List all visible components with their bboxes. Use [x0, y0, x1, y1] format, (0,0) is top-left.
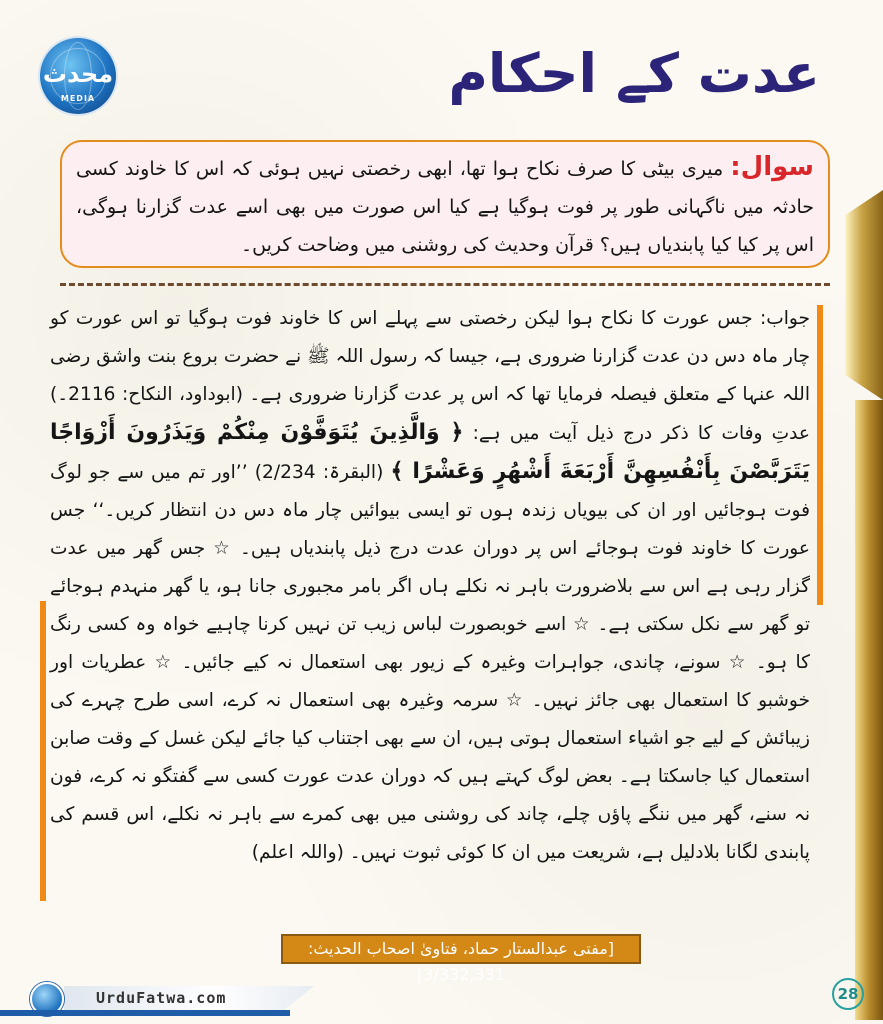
footer-stripe: [0, 1010, 290, 1016]
page-number: 28: [832, 978, 864, 1010]
logo-media-text: MEDIA: [60, 94, 96, 103]
question-text: میری بیٹی کا صرف نکاح ہوا تھا، ابھی رخصتی نہیں ہوئی کہ اس کا خاوند کسی حادثہ میں ناگہانی طور پر فوت ہوگیا ہے کیا اس صورت میں بھی اسے عدت گزارنا ہوگی، اس پر کیا کیا پابندیاں ہیں؟ قرآن وحدیث کی روشنی میں وضاحت کریں۔: [76, 158, 814, 256]
question-label: سوال:: [730, 152, 814, 182]
answer-paragraph: [50, 300, 810, 872]
muhaddis-media-logo: [40, 38, 116, 114]
question-box: [60, 140, 830, 268]
reference-box: [مفتی عبدالستار حماد، فتاویٰ اصحاب الحدیث: 3/332,331]: [281, 934, 641, 964]
answer-part-2: (البقرۃ: 2/234) ’’اور تم میں سے جو لوگ فوت ہوجائیں اور ان کی بیویاں زندہ ہوں تو ایسی بیوائیں چار ماہ دس دن انتظار کریں۔‘‘ جس عورت کا خاوند فوت ہوجائے اس پر دوران عدت درج ذیل پابندیاں ہیں۔ ☆ جس گھر میں عدت گزار رہی ہے اس سے بلاضرورت باہر نہ نکلے ہاں اگر بامر مجبوری جانا ہو، یا گھر منہدم ہوجائے تو گھر سے نکل سکتی ہے۔ ☆ اسے خوبصورت لباس زیب تن نہیں کرنا چاہیے خواہ وہ کسی رنگ کا ہو۔ ☆ سونے، چاندی، جواہرات وغیرہ کے زیور بھی استعمال نہ کیے جائیں۔ ☆ عطریات اور خوشبو کا استعمال بھی جائز نہیں۔ ☆ سرمہ وغیرہ بھی استعمال نہ کرے، اسی طرح چہرے کی زیبائش کے لیے جو اشیاء استعمال ہوتی ہیں، ان سے بھی اجتناب کیا جائے لیکن غسل کے وقت صابن استعمال کیا جاسکتا ہے۔ بعض لوگ کہتے ہیں کہ دوران عدت عورت کسی سے گفتگو نہ کرے، فون نہ سنے، گھر میں ننگے پاؤں چلے، چاند کی روشنی میں بھی کمرے سے باہر نہ نکلے، اس قسم کی پابندی لگانا بلادلیل ہے، شریعت میں ان کا کوئی ثبوت نہیں۔ (واللہ اعلم): [50, 462, 810, 863]
accent-bar-right: [817, 305, 823, 605]
answer-body: [50, 300, 810, 872]
logo-word: محدث: [42, 60, 114, 88]
gold-ribbon-top: [845, 190, 883, 400]
answer-part-1: جواب: جس عورت کا نکاح ہوا لیکن رخصتی سے پہلے اس کا خاوند فوت ہوگیا تو اس عورت کو چار ماہ دس دن عدت گزارنا ضروری ہے، جیسا کہ رسول اللہ ﷺ نے حضرت بروع بنت واشق رضی اللہ عنہا کے متعلق فیصلہ فرمایا تھا کہ اس پر عدت گزارنا ضروری ہے۔ (ابوداود، النکاح: 2116۔) عدتِ وفات کا ذکر درج ذیل آیت میں ہے:: [50, 308, 810, 444]
footer: [0, 976, 320, 1020]
gold-ribbon-side: [855, 400, 883, 1020]
separator: [60, 283, 830, 286]
accent-bar-left: [40, 601, 46, 901]
website-link[interactable]: UrduFatwa.com: [96, 989, 227, 1007]
page-title: عدت کے احکام: [448, 42, 820, 105]
quran-verse: ﴿ وَالَّذِينَ يُتَوَفَّوْنَ مِنْكُمْ وَيَذَرُونَ أَزْوَاجًا يَتَرَبَّصْنَ بِأَنْفُسِهِنَّ أَرْبَعَةَ أَشْهُرٍ وَعَشْرًا ﴾: [50, 420, 810, 484]
